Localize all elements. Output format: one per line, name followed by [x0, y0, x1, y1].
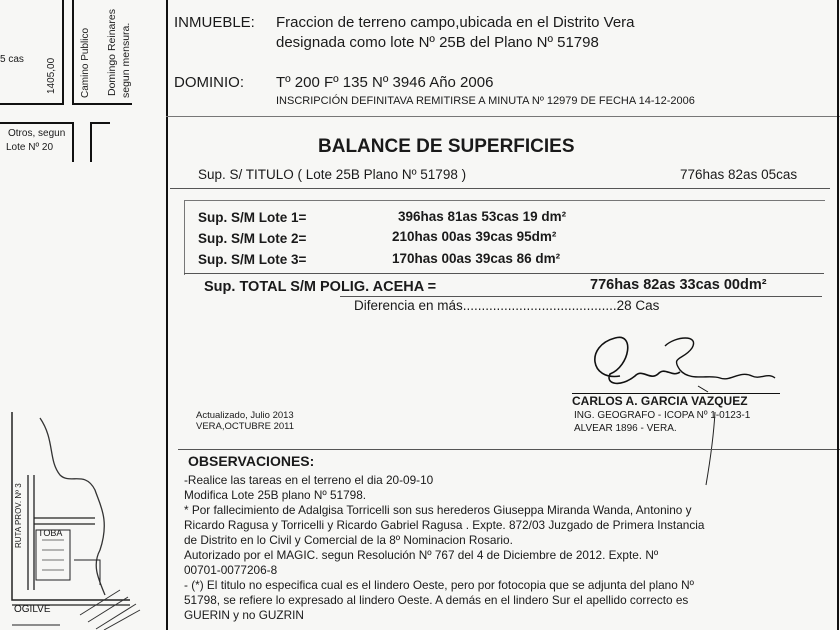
firma-name: CARLOS A. GARCIA VAZQUEZ: [572, 394, 748, 408]
frame-border-right: [837, 0, 839, 630]
map-line: [72, 122, 74, 162]
lote1-label: Sup. S/M Lote 1=: [198, 210, 307, 225]
inmueble-label: INMUEBLE:: [174, 14, 255, 31]
lote2-label: Sup. S/M Lote 2=: [198, 231, 307, 246]
lote3-label: Sup. S/M Lote 3=: [198, 252, 307, 267]
map-label-lote: Lote Nº 20: [6, 142, 54, 153]
balance-titulo-value: 776has 82as 05cas: [680, 167, 798, 182]
map-line: [62, 0, 64, 105]
map-label-toba: TOBA: [38, 528, 63, 538]
obs-line: GUERIN y no GUZRIN: [184, 608, 304, 622]
lote3-value: 170has 00as 39cas 86 dm²: [392, 251, 561, 266]
divider: [340, 296, 822, 297]
observaciones-title: OBSERVACIONES:: [188, 453, 315, 469]
map-line: [0, 122, 72, 124]
map-label-mensura: segun mensura.: [120, 22, 132, 98]
obs-line: - (*) El titulo no especifica cual es el lindero Oeste, pero por fotocopia que se adjunta del plano Nº: [184, 578, 694, 592]
map-label-dist: 1405,00: [46, 57, 57, 94]
divider: [184, 273, 824, 274]
obs-line: Ricardo Ragusa y Torricelli y Ricardo Gabriel Ragusa . Expte. 872/03 Juzgado de Primera Instancia: [184, 518, 705, 532]
obs-line: * Por fallecimiento de Adalgisa Torricelli son sus herederos Giuseppa Miranda Wanda, Antonino y: [184, 503, 692, 517]
firma-line1: ING. GEOGRAFO - ICOPA Nº 1-0123-1: [574, 410, 751, 421]
observaciones-text: [184, 473, 834, 623]
location-map: [0, 0, 168, 630]
map-line: [90, 122, 110, 124]
balance-title: BALANCE DE SUPERFICIES: [318, 136, 575, 157]
map-label-camino: Camino Publico: [80, 27, 91, 98]
obs-line: Autorizado por el MAGIC. segun Resolución Nº 767 del 4 de Diciembre de 2012. Expte. Nº: [184, 548, 659, 562]
actualizado-line2: VERA,OCTUBRE 2011: [196, 421, 295, 432]
dominio-line1: Tº 200 Fº 135 Nº 3946 Año 2006: [276, 74, 494, 91]
total-value: 776has 82as 33cas 00dm²: [590, 277, 767, 293]
map-label-domingo: Domingo Reinares: [106, 9, 118, 96]
map-line: [72, 103, 132, 105]
obs-line: 00701-0077206-8: [184, 563, 278, 577]
actualizado-line1: Actualizado, Julio 2013: [196, 410, 294, 421]
divider: [178, 449, 840, 450]
firma-line2: ALVEAR 1896 - VERA.: [574, 423, 677, 434]
map-label-ogilve: OGILVE: [14, 604, 51, 615]
map-line: [72, 0, 74, 105]
divider: [170, 188, 830, 189]
map-line: [0, 103, 62, 105]
obs-line: -Realice las tareas en el terreno el dia 20-09-10: [184, 473, 434, 487]
area-sketch-map: [0, 400, 168, 630]
obs-line: Modifica Lote 25B plano Nº 51798.: [184, 488, 367, 502]
diferencia: Diferencia en más.........................................28 Cas: [354, 298, 660, 313]
map-line: [90, 122, 92, 162]
inmueble-line2: designada como lote Nº 25B del Plano Nº 51798: [276, 34, 599, 51]
map-label-otros: Otros, segun: [8, 128, 66, 139]
total-label: Sup. TOTAL S/M POLIG. ACEHA =: [204, 279, 437, 295]
map-label-cas: 5 cas: [0, 54, 24, 65]
map-label-ruta: RUTA PROV. Nº 3: [14, 483, 23, 548]
lote1-value: 396has 81as 53cas 19 dm²: [398, 209, 567, 224]
frame-border-left: [166, 0, 168, 630]
lote2-value: 210has 00as 39cas 95dm²: [392, 229, 557, 244]
dominio-label: DOMINIO:: [174, 74, 244, 91]
balance-titulo-label: Sup. S/ TITULO ( Lote 25B Plano Nº 51798 ): [198, 167, 467, 182]
obs-line: de Distrito en lo Civil y Comercial de la 8º Nominacion Rosario.: [184, 533, 513, 547]
signature: [580, 326, 780, 396]
dominio-line2: INSCRIPCIÓN DEFINITAVA REMITIRSE A MINUTA Nº 12979 DE FECHA 14-12-2006: [276, 95, 695, 107]
divider: [166, 116, 840, 117]
obs-line: 51798, se refiere lo expresado al lindero Oeste. A demás en el lindero Sur el apellido correcto es: [184, 593, 689, 607]
inmueble-line1: Fraccion de terreno campo,ubicada en el Distrito Vera: [276, 14, 635, 31]
